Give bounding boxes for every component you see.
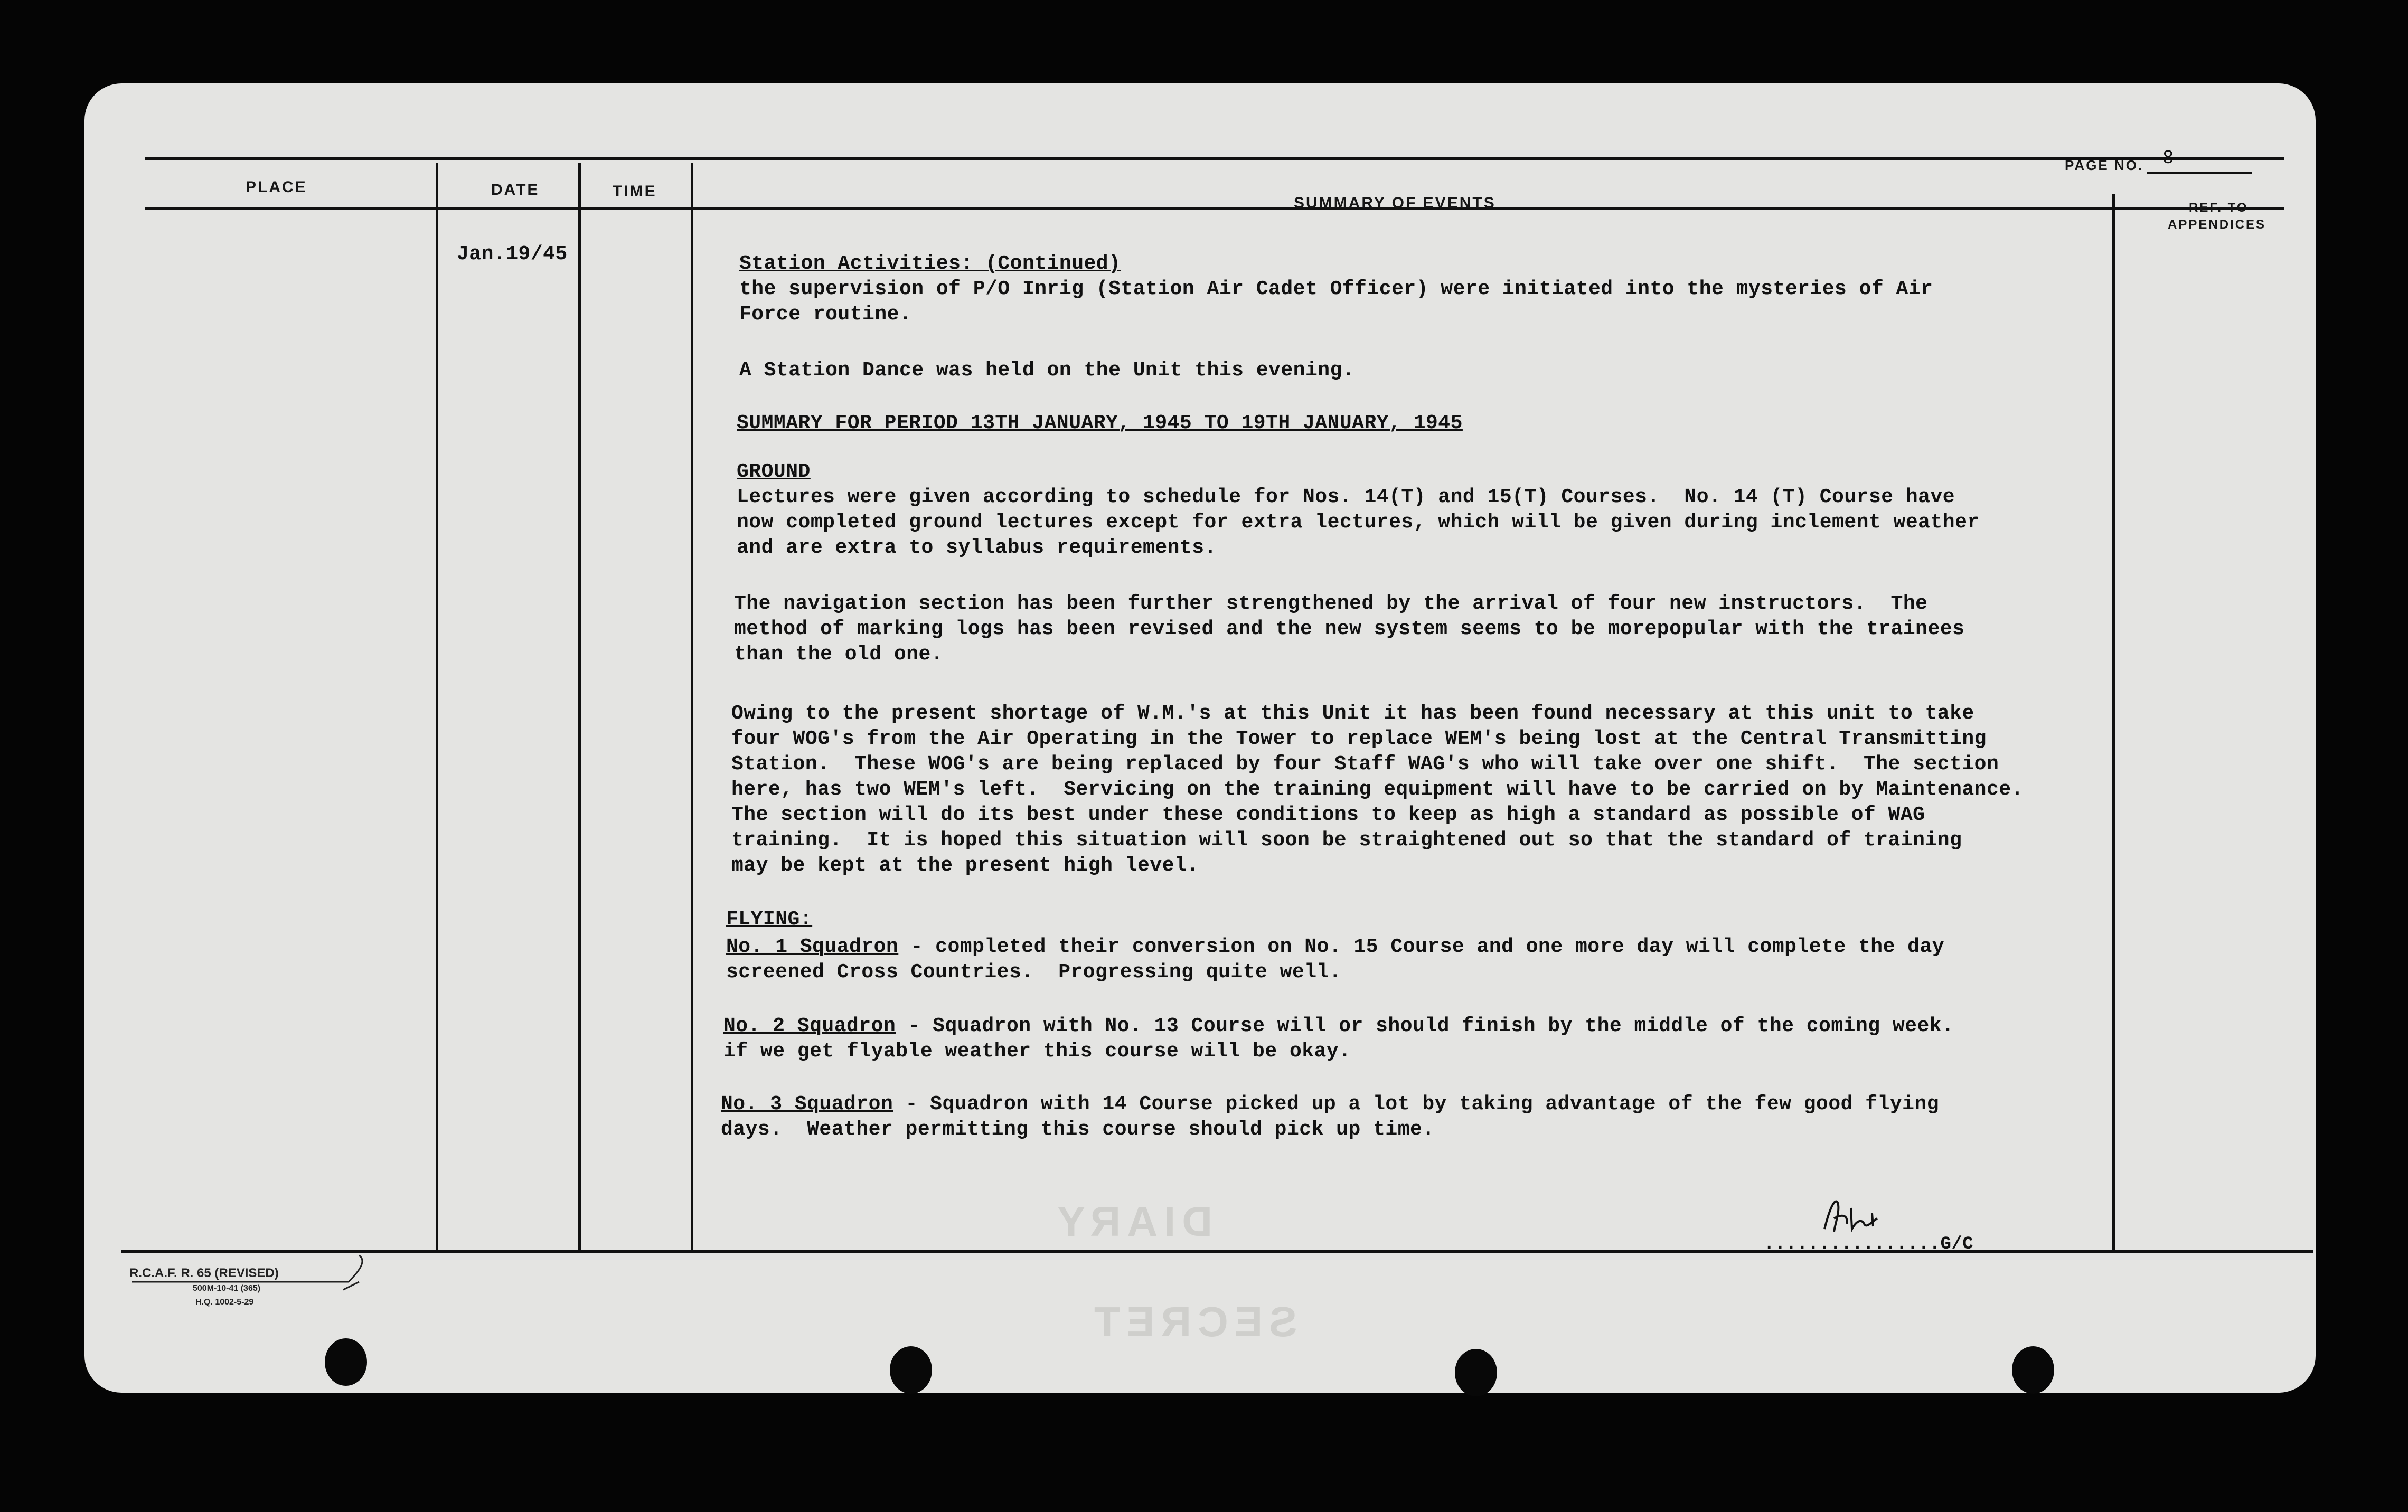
ground-para2-line2: method of marking logs has been revised and the new system seems to be morepopular with the trainees bbox=[734, 618, 1965, 640]
ground-para2-line3: than the old one. bbox=[734, 643, 944, 666]
top-rule bbox=[145, 157, 2284, 160]
ground-para3-line7: may be kept at the present high level. bbox=[731, 854, 1199, 877]
squadron-2-label: No. 2 Squadron bbox=[723, 1015, 896, 1037]
ground-para3-line1: Owing to the present shortage of W.M.'s at this Unit it has been found necessary at this unit to take bbox=[731, 702, 1974, 725]
ground-para2-line1: The navigation section has been further strengthened by the arrival of four new instructors. The bbox=[734, 592, 1928, 615]
ground-para1-line2: now completed ground lectures except for extra lectures, which will be given during inclement weather bbox=[737, 511, 1980, 534]
punch-hole-1 bbox=[325, 1338, 367, 1386]
para1-line2: Force routine. bbox=[739, 303, 912, 326]
date-time-divider bbox=[578, 163, 581, 1250]
punch-hole-2 bbox=[890, 1346, 932, 1394]
entry-date: Jan.19/45 bbox=[457, 243, 568, 266]
diary-watermark: DIARY bbox=[1051, 1198, 1212, 1245]
diary-page bbox=[84, 83, 2316, 1393]
flying-heading: FLYING: bbox=[726, 908, 813, 931]
squadron-1-entry bbox=[726, 934, 1944, 960]
summary-header: SUMMARY OF EVENTS bbox=[1294, 194, 1496, 212]
station-activities-heading: Station Activities: (Continued) bbox=[739, 252, 1121, 275]
date-header: DATE bbox=[491, 181, 540, 199]
squadron-2-text-line2: if we get flyable weather this course will be okay. bbox=[723, 1040, 1351, 1063]
squadron-1-text-line2: screened Cross Countries. Progressing quite well. bbox=[726, 961, 1342, 984]
place-header: PLACE bbox=[246, 178, 307, 196]
squadron-1-label: No. 1 Squadron bbox=[726, 935, 899, 958]
form-print-code: 500M-10-41 (365) bbox=[193, 1284, 261, 1293]
squadron-3-text-line2: days. Weather permitting this course should pick up time. bbox=[721, 1118, 1435, 1141]
squadron-3-entry bbox=[721, 1092, 1939, 1117]
header-rule bbox=[145, 207, 2284, 210]
punch-hole-3 bbox=[1455, 1349, 1497, 1396]
squadron-1-text-line1: - completed their conversion on No. 15 Course and one more day will complete the day bbox=[898, 935, 1945, 958]
bottom-rule bbox=[121, 1250, 2313, 1253]
para1-line1: the supervision of P/O Inrig (Station Air Cadet Officer) were initiated into the mysteries of Air bbox=[739, 278, 1933, 300]
form-number: R.C.A.F. R. 65 (REVISED) bbox=[129, 1266, 279, 1280]
form-hq-code: H.Q. 1002-5-29 bbox=[195, 1298, 254, 1307]
ground-para3-line2: four WOG's from the Air Operating in the Tower to replace WEM's being lost at the Central Transmitting bbox=[731, 727, 1987, 750]
page-number-label: PAGE NO. bbox=[2065, 157, 2144, 173]
ground-para3-line5: The section will do its best under these conditions to keep as high a standard as possible of WAG bbox=[731, 804, 1925, 826]
summary-period-heading: SUMMARY FOR PERIOD 13TH JANUARY, 1945 TO 19TH JANUARY, 1945 bbox=[737, 412, 1463, 434]
time-header: TIME bbox=[613, 183, 657, 200]
signature-line: ................G/C bbox=[1764, 1234, 1974, 1254]
ground-para3-line3: Station. These WOG's are being replaced by four Staff WAG's who will take over one shift. The section bbox=[731, 753, 1999, 776]
punch-hole-4 bbox=[2012, 1346, 2054, 1394]
ground-para3-line6: training. It is hoped this situation will soon be straightened out so that the standard of training bbox=[731, 829, 1962, 852]
ground-para1-line3: and are extra to syllabus requirements. bbox=[737, 536, 1217, 559]
ground-heading: GROUND bbox=[737, 460, 811, 483]
secret-watermark: SECRET bbox=[1088, 1298, 1297, 1345]
ground-para1-line1: Lectures were given according to schedule for Nos. 14(T) and 15(T) Courses. No. 14 (T) Course have bbox=[737, 486, 1955, 508]
squadron-3-text-line1: - Squadron with 14 Course picked up a lot by taking advantage of the few good flying bbox=[893, 1093, 1940, 1116]
page-number-line bbox=[2147, 172, 2252, 174]
squadron-2-entry bbox=[723, 1014, 1954, 1039]
ground-para3-line4: here, has two WEM's left. Servicing on the training equipment will have to be carried on by Maintenance. bbox=[731, 778, 2024, 801]
place-date-divider bbox=[436, 163, 438, 1250]
squadron-2-text-line1: - Squadron with No. 13 Course will or should finish by the middle of the coming week. bbox=[896, 1015, 1954, 1037]
ref-header-line1: REF. TO bbox=[2189, 201, 2249, 215]
squadron-3-label: No. 3 Squadron bbox=[721, 1093, 893, 1116]
ref-header-line2: APPENDICES bbox=[2168, 218, 2266, 232]
summary-ref-divider bbox=[2112, 194, 2115, 1250]
time-summary-divider bbox=[691, 163, 693, 1250]
page-number: 8 bbox=[2162, 147, 2175, 169]
station-dance-text: A Station Dance was held on the Unit this evening. bbox=[739, 359, 1355, 382]
